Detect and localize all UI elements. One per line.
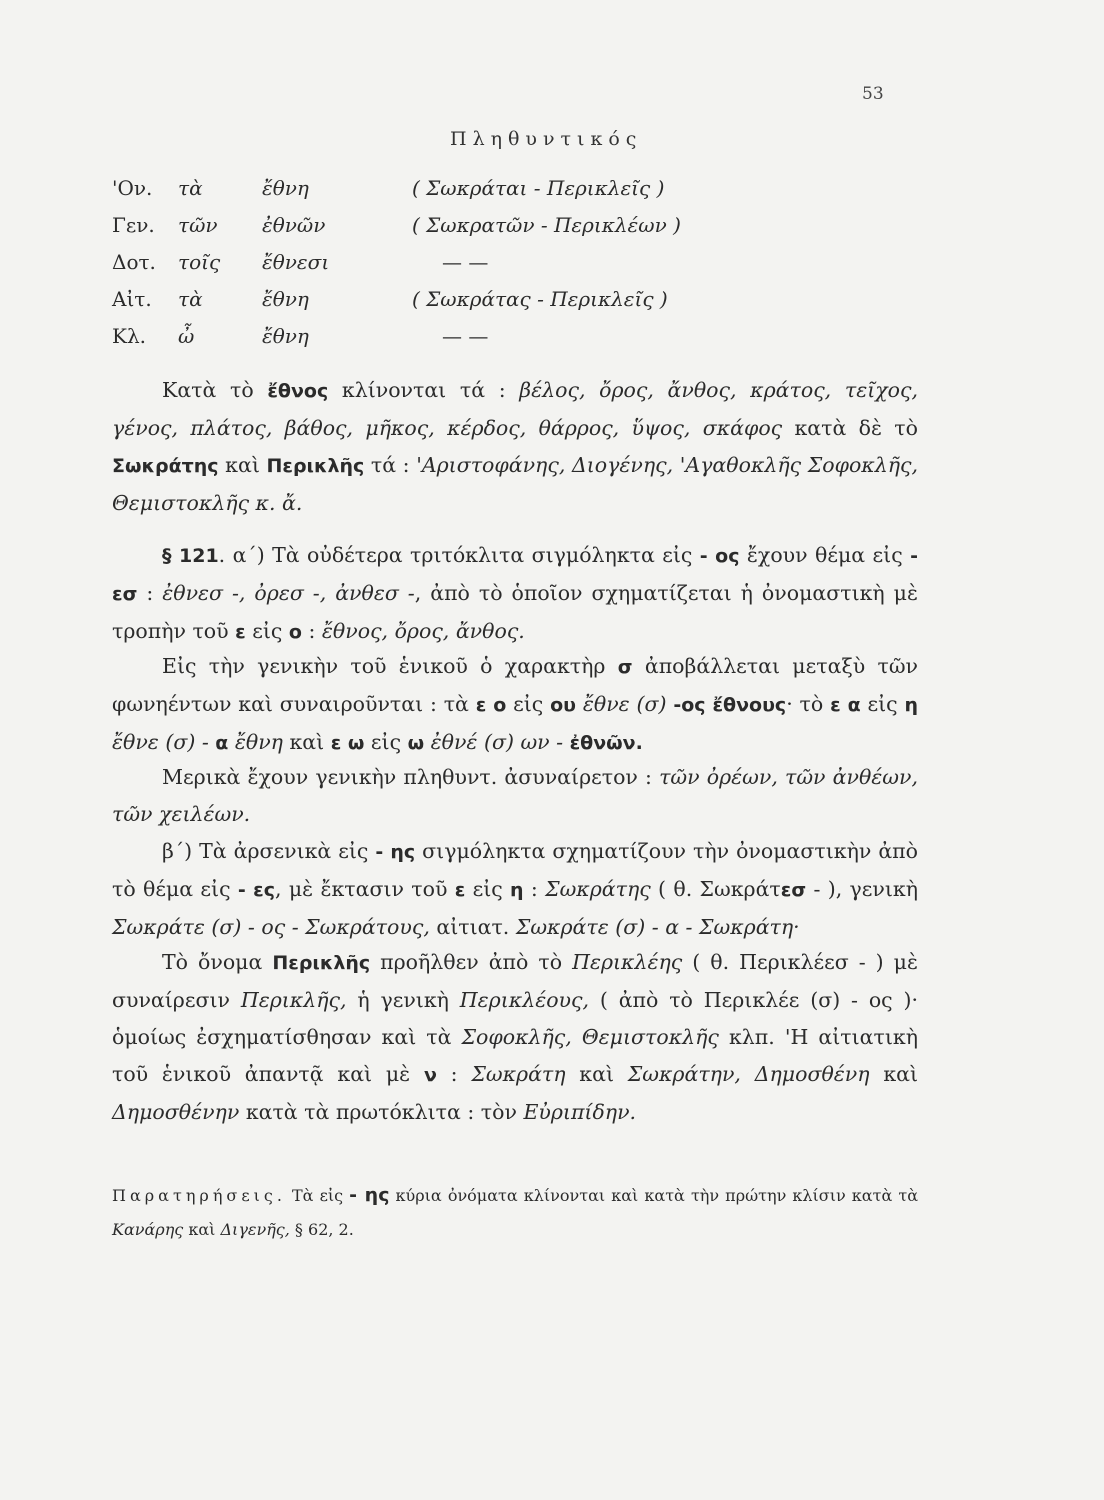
text: εἰς <box>465 877 511 901</box>
text: Τὸ ὄνομα <box>162 950 273 974</box>
italic-form: Σωκράτε (σ) - α - Σωκράτη· <box>515 915 800 939</box>
text: Κατὰ τὸ <box>162 378 268 402</box>
paragraph-masculine-es <box>112 833 918 946</box>
bold-letter: ε ω <box>330 732 365 754</box>
paragraph-perikles <box>112 944 918 1131</box>
text: : <box>137 581 163 605</box>
article: ὦ <box>178 324 195 348</box>
bold-letter: η <box>510 879 524 901</box>
bold-letter: ε α <box>830 694 861 716</box>
word-form: ἔθνεσι <box>262 250 330 274</box>
section-number: § 121 <box>162 545 219 567</box>
ditto-dashes: — — <box>442 250 489 274</box>
bold-ending: - ες <box>237 879 276 901</box>
text: § 62, 2. <box>289 1220 354 1239</box>
text: , ἀπὸ τὸ ὁποῖον σχηματίζεται ἡ ὀνομαστικὴ μὲ τροπὴν τοῦ <box>112 581 918 643</box>
ditto-dashes: — — <box>442 324 489 348</box>
italic-form: Σωκράτε (σ) - ος - Σωκράτους, <box>112 915 430 939</box>
text: Μερικὰ ἔχουν γενικὴν πληθυντ. ἀσυναίρετον : <box>162 765 660 789</box>
italic-examples: τῶν ὀρέων, τῶν ἀνθέων, τῶν χειλέων. <box>112 765 918 826</box>
italic-form: Σοφοκλῆς, Θεμιστοκλῆς <box>461 1025 719 1049</box>
section-heading: Πληθυντικός <box>450 128 643 150</box>
italic-examples: ἐθνεσ -, ὀρεσ -, ἀνθεσ - <box>162 581 415 605</box>
bold-letter: σ <box>617 656 633 678</box>
bold-letter: ν <box>423 1064 437 1086</box>
text: : <box>436 1062 472 1086</box>
declension-row <box>112 250 812 280</box>
word-form: ἔθνη <box>262 324 309 348</box>
article: τὰ <box>178 176 203 200</box>
observations-note <box>112 1178 918 1247</box>
text: β΄) Τὰ ἀρσενικὰ εἰς <box>162 839 376 863</box>
case-label: 'Ον. <box>112 176 153 200</box>
bold-letter: α <box>215 732 229 754</box>
text: κατὰ δὲ τὸ <box>782 416 918 440</box>
bold-letter: ω <box>407 732 425 754</box>
italic-form: ἔθνε (σ) <box>576 692 674 716</box>
text: εἰς <box>245 619 289 643</box>
bold-ending: - εσ <box>112 545 918 605</box>
text: ( θ. Σωκράτ <box>650 877 781 901</box>
text: καὶ <box>869 1062 919 1086</box>
bold-form: ἐθνῶν. <box>569 732 643 754</box>
page-number: 53 <box>862 84 884 104</box>
text: κλίνονται τά : <box>328 378 520 402</box>
italic-form: Διγενῆς, <box>220 1220 290 1239</box>
note-label: Παρατηρήσεις. <box>112 1186 286 1205</box>
article: τὰ <box>178 287 203 311</box>
bold-letter: ου <box>550 694 577 716</box>
case-label: Γεν. <box>112 213 155 237</box>
word-form: ἐθνῶν <box>262 213 326 237</box>
text: σιγμόληκτα σχηματίζουν τὴν ὀνομαστικὴν ἀπὸ τὸ θέμα εἰς <box>112 839 918 901</box>
text: : <box>523 877 546 901</box>
italic-form: Περικλέους, <box>459 988 590 1012</box>
italic-form: Εὐριπίδην. <box>523 1100 637 1124</box>
bold-ending: - ης <box>375 841 416 863</box>
italic-form: Κανάρης <box>112 1220 184 1239</box>
text: καὶ <box>282 730 331 754</box>
bold-ending: - ος <box>699 545 740 567</box>
text: κύρια ὀνόματα κλίνονται καὶ κατὰ τὴν πρώτην κλίσιν κατὰ τὰ <box>389 1186 918 1205</box>
italic-form: Σωκράτης <box>545 877 651 901</box>
bold-letter: ε ο <box>475 694 507 716</box>
text: αἰτιατ. <box>429 915 516 939</box>
bold-letter: η <box>904 694 918 716</box>
bold-ending: - ης <box>349 1184 390 1206</box>
text: Εἰς τὴν γενικὴν τοῦ ἑνικοῦ ὁ χαρακτὴρ <box>162 654 618 678</box>
word-form: ἔθνη <box>262 287 309 311</box>
bold-letter: ε <box>454 879 466 901</box>
italic-form: Σωκράτην, Δημοσθένη <box>627 1062 870 1086</box>
italic-form: ἔθνε (σ) - <box>112 730 216 754</box>
italic-form: Δημοσθένην <box>112 1100 240 1124</box>
text: καὶ <box>565 1062 628 1086</box>
text: ἔχουν θέμα εἰς <box>739 543 911 567</box>
paragraph-ethnos-words <box>112 372 918 522</box>
italic-examples: ἔθνος, ὄρος, ἄνθος. <box>321 619 525 643</box>
bold-term: Σωκράτης <box>112 455 219 477</box>
text: εἰς <box>506 692 551 716</box>
text: , μὲ ἔκτασιν τοῦ <box>275 877 455 901</box>
paragraph-section-121 <box>112 537 918 651</box>
text: : <box>301 619 322 643</box>
text: Τὰ εἰς <box>285 1186 350 1205</box>
text: · τὸ <box>786 692 831 716</box>
bold-term: Περικλῆς <box>266 455 365 477</box>
bold-letter: εσ <box>780 879 807 901</box>
italic-examples: βέλος, ὄρος, ἄνθος, κράτος, τεῖχος, γένος, πλάτος, βάθος, μῆκος, κέρδος, θάρρος, ὕψος, σκάφος <box>112 378 918 440</box>
text: καὶ <box>183 1220 221 1239</box>
declension-row <box>112 324 812 354</box>
article: τοῖς <box>178 250 221 274</box>
text: κατὰ τὰ πρωτόκλιτα : τὸν <box>239 1100 524 1124</box>
bold-form: -ος ἔθνους <box>673 694 787 716</box>
paragraph-genitive-contraction <box>112 648 918 762</box>
bold-term: ἔθνος <box>267 380 329 402</box>
bold-letter: ε <box>235 621 246 643</box>
text: ἡ γενικὴ <box>346 988 460 1012</box>
text: εἰς <box>364 730 408 754</box>
text: κλπ. 'Η αἰτιατικὴ τοῦ ἑνικοῦ ἀπαντᾷ καὶ μὲ <box>112 1025 918 1086</box>
bold-term: Περικλῆς <box>272 952 371 974</box>
declension-row <box>112 213 812 243</box>
word-form: ἔθνη <box>262 176 309 200</box>
text: - ), γενικὴ <box>806 877 918 901</box>
text: . α΄) Τὰ οὐδέτερα τριτόκλιτα σιγμόληκτα εἰς <box>218 543 700 567</box>
italic-form: Περικλῆς, <box>240 988 347 1012</box>
text: ( θ. Περικλέεσ - ) μὲ συναίρεσιν <box>112 950 918 1012</box>
text: καὶ <box>218 453 267 477</box>
case-label: Αἰτ. <box>112 287 152 311</box>
declension-row <box>112 176 812 206</box>
text: εἰς <box>860 692 905 716</box>
italic-form: ἐθνέ (σ) ων - <box>424 730 570 754</box>
italic-form: ἔθνη <box>228 730 283 754</box>
article: τῶν <box>178 213 218 237</box>
text: ἀποβάλλεται μεταξὺ τῶν φωνηέντων καὶ συναιροῦνται : τὰ <box>112 654 918 716</box>
text: τά : <box>364 453 417 477</box>
text: προῆλθεν ἀπὸ τὸ <box>370 950 573 974</box>
italic-form: Σωκράτη <box>471 1062 566 1086</box>
declension-row <box>112 287 812 317</box>
case-label: Δοτ. <box>112 250 156 274</box>
gloss: ( Σωκράτας - Περικλεῖς ) <box>412 287 668 311</box>
italic-form: Περικλέης <box>572 950 683 974</box>
italic-examples: 'Αριστοφάνης, Διογένης, 'Αγαθοκλῆς Σοφοκλῆς, Θεμιστοκλῆς κ. ἄ. <box>112 453 918 515</box>
gloss: ( Σωκράται - Περικλεῖς ) <box>412 176 665 200</box>
text: ( ἀπὸ τὸ Περικλέε (σ) - ος )· ὁμοίως ἐσχηματίσθησαν καὶ τὰ <box>112 988 918 1049</box>
paragraph-uncontracted-genitive <box>112 759 918 833</box>
bold-letter: ο <box>288 621 302 643</box>
gloss: ( Σωκρατῶν - Περικλέων ) <box>412 213 681 237</box>
case-label: Κλ. <box>112 324 146 348</box>
